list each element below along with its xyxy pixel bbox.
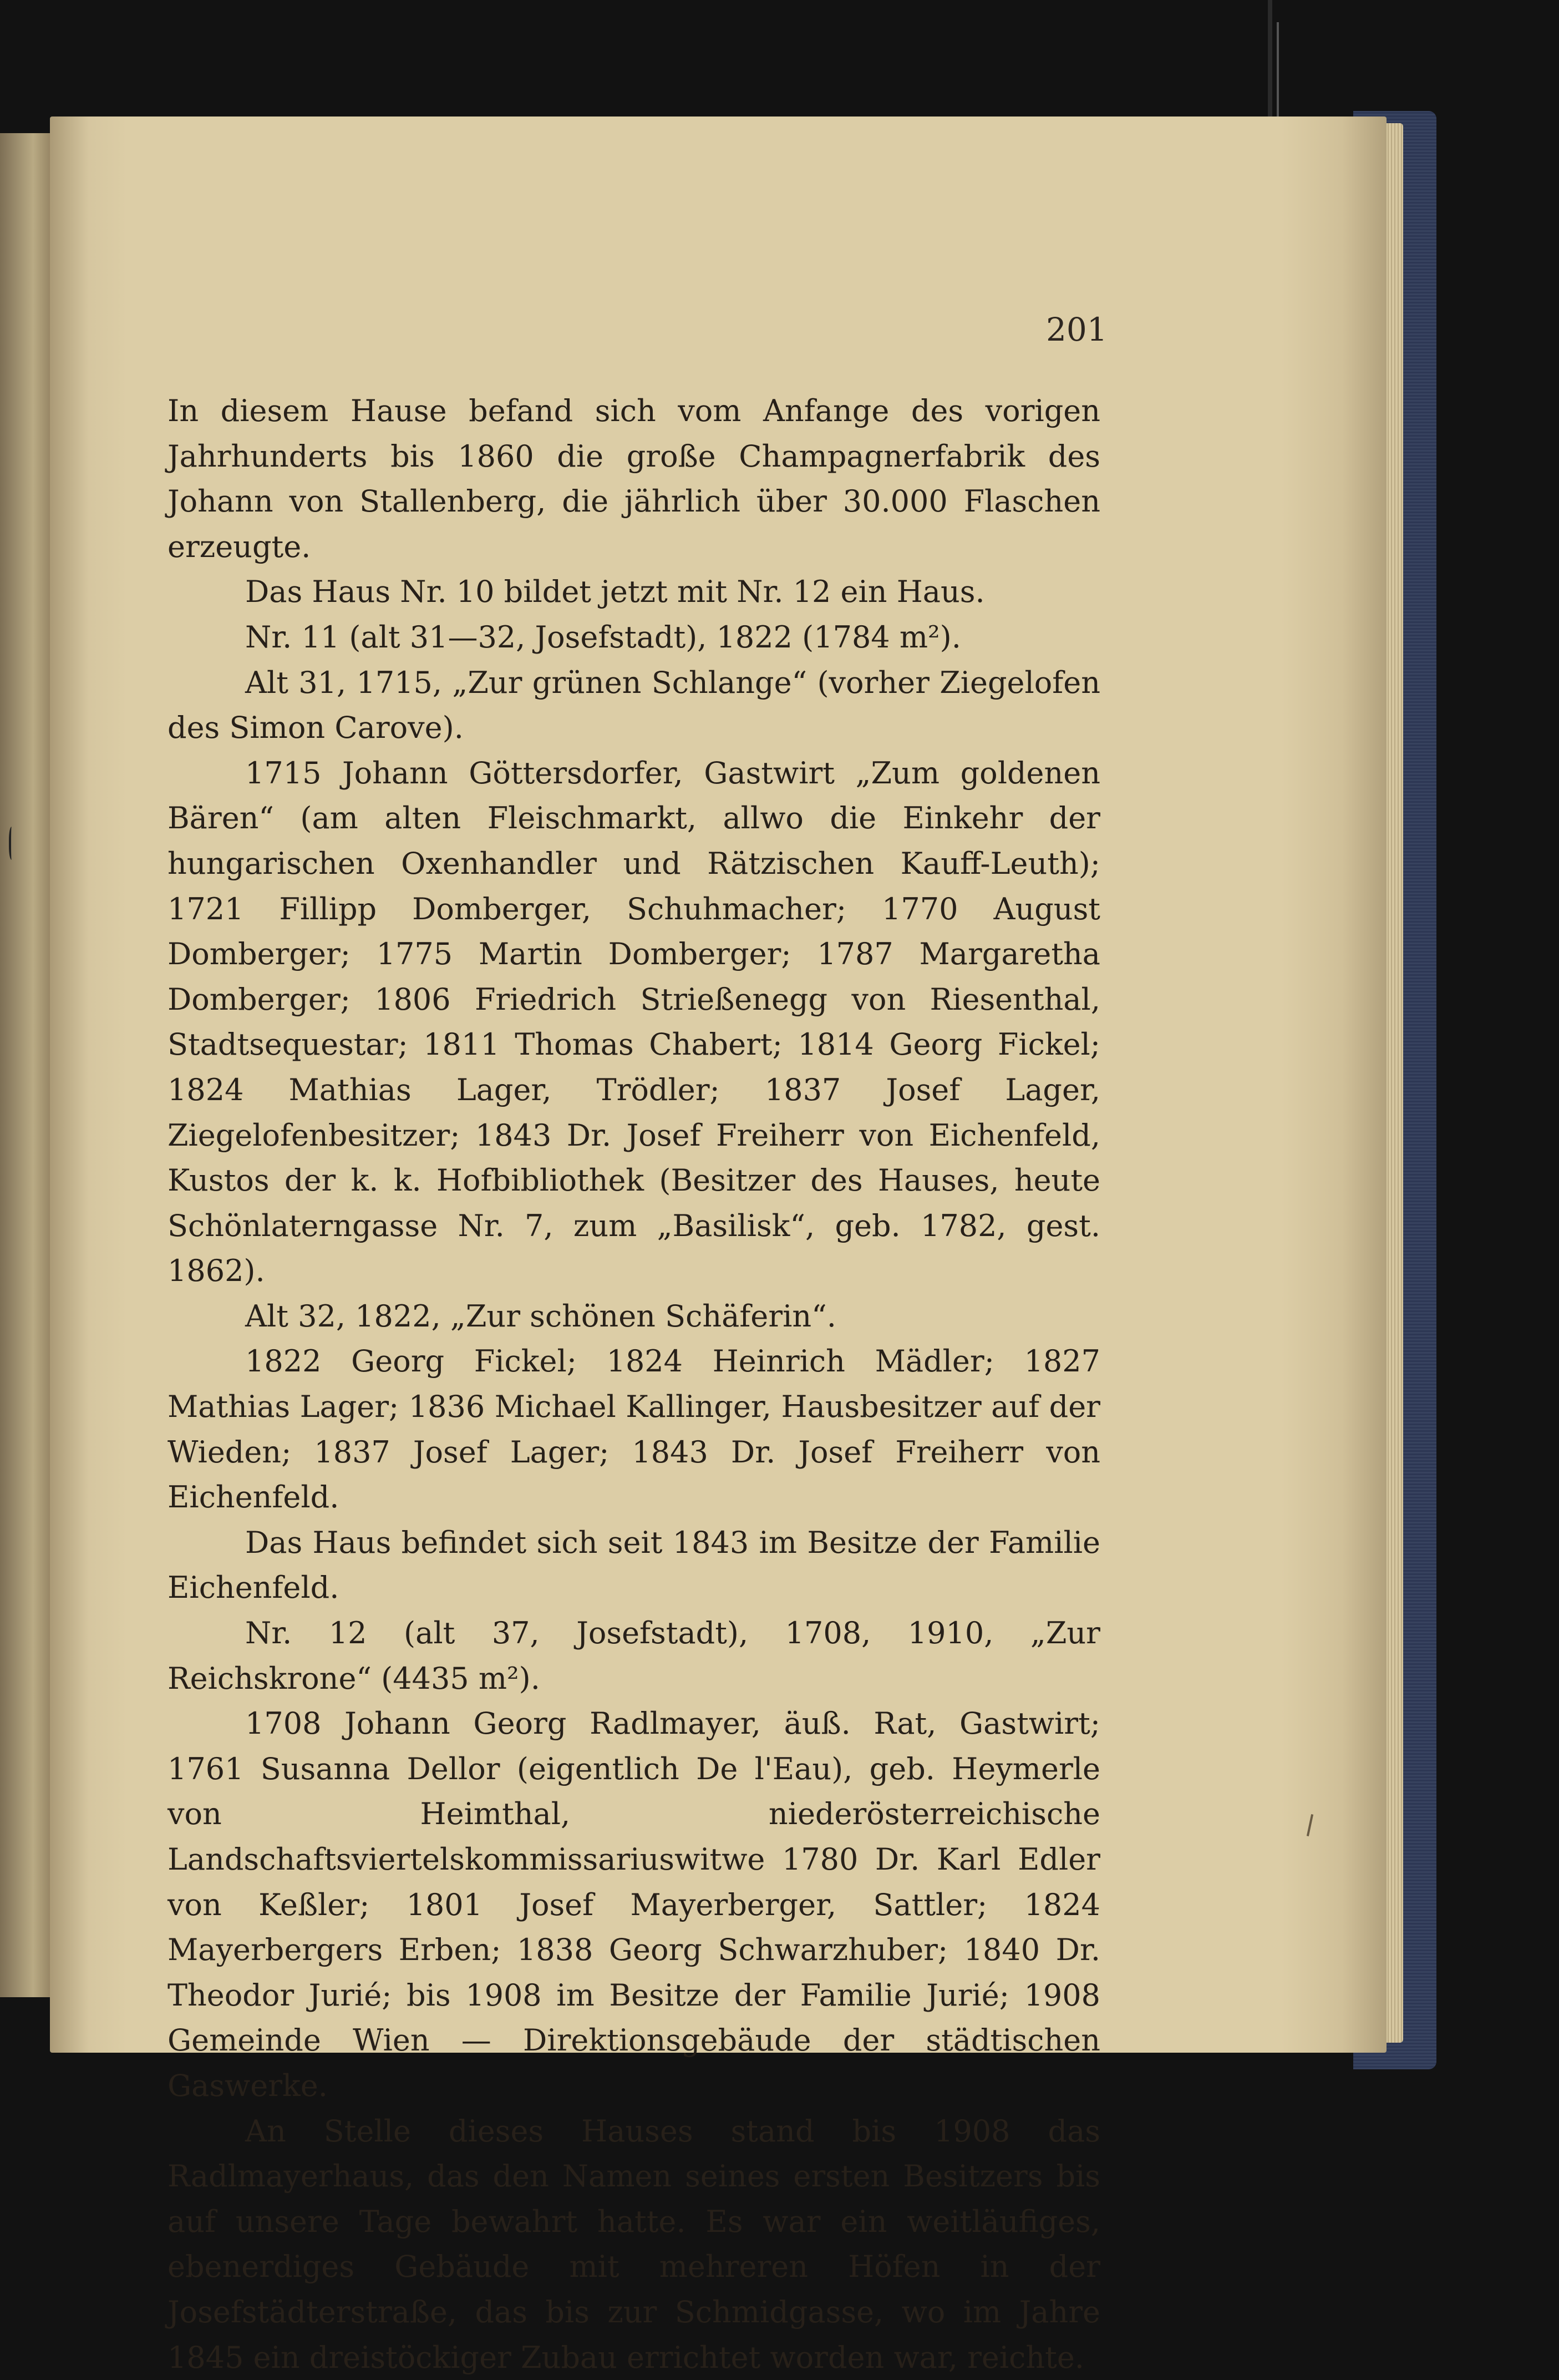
margin-mark: [9, 827, 16, 860]
paragraph: Alt 31, 1715, „Zur grünen Schlange“ (vorher Ziegelofen des Simon Carove).: [167, 665, 1100, 746]
paragraph: Das Haus Nr. 10 bildet jetzt mit Nr. 12 ein Haus.: [245, 574, 985, 610]
paragraph: 1708 Johann Georg Radlmayer, äuß. Rat, Gastwirt; 1761 Susanna Dellor (eigentlich De l'Eau), geb. Heymerle von Heimthal, niederösterreichische Landschaftsviertelskommissariuswitwe 1780 Dr. Karl Edler von Keßler; 1801 Josef Mayerberger, Sattler; 1824 Mayerbergers Erben; 1838 Georg Schwarzhuber; 1840 Dr. Theodor Jurié; bis 1908 im Besitze der Familie Jurié; 1908 Gemeinde Wien — Direktionsgebäude der städtischen Gaswerke.: [167, 1706, 1100, 2103]
paragraph: 1822 Georg Fickel; 1824 Heinrich Mädler; 1827 Mathias Lager; 1836 Michael Kallinger, Hausbesitzer auf der Wieden; 1837 Josef Lager; 1843 Dr. Josef Freiherr von Eichenfeld.: [167, 1344, 1100, 1515]
paragraph: Das Haus befindet sich seit 1843 im Besitze der Familie Eichenfeld.: [167, 1525, 1100, 1606]
facing-page-edge: [0, 133, 55, 1997]
paragraph: Nr. 11 (alt 31—32, Josefstadt), 1822 (1784 m²).: [245, 619, 961, 655]
paragraph: In diesem Hause befand sich vom Anfange des vorigen Jahrhunderts bis 1860 die große Champagnerfabrik des Johann von Stallenberg, die jährlich über 30.000 Flaschen erzeugte.: [167, 393, 1100, 564]
paragraph: Alt 32, 1822, „Zur schönen Schäferin“.: [245, 1298, 836, 1334]
paragraph: An Stelle dieses Hauses stand bis 1908 das Radlmayerhaus, das den Namen seines ersten Besitzers bis auf unsere Tage bewahrt hatte. Es war ein weitläufiges, ebenerdiges Gebäude mit mehreren Höfen in der Josefstädterstraße, das bis zur Schmidgasse, wo im Jahre 1845 ein dreistöckiger Zubau errichtet worden war, reichte.: [167, 2113, 1100, 2375]
page-number: 201: [1046, 311, 1108, 348]
paragraph: 1715 Johann Göttersdorfer, Gastwirt „Zum goldenen Bären“ (am alten Fleischmarkt, allwo die Einkehr der hungarischen Oxenhandler und Rätzischen Kauff-Leuth); 1721 Fillipp Domberger, Schuhmacher; 1770 August Domberger; 1775 Martin Domberger; 1787 Margaretha Domberger; 1806 Friedrich Strießenegg von Riesenthal, Stadtsequestar; 1811 Thomas Chabert; 1814 Georg Fickel; 1824 Mathias Lager, Trödler; 1837 Josef Lager, Ziegelofenbesitzer; 1843 Dr. Josef Freiherr von Eichenfeld, Kustos der k. k. Hofbibliothek (Besitzer des Hauses, heute Schönlaterngasse Nr. 7, zum „Basilisk“, geb. 1782, gest. 1862).: [167, 755, 1100, 1289]
paragraph: Nr. 12 (alt 37, Josefstadt), 1708, 1910, „Zur Reichskrone“ (4435 m²).: [167, 1616, 1100, 1696]
page-body-text: [167, 388, 1100, 2380]
